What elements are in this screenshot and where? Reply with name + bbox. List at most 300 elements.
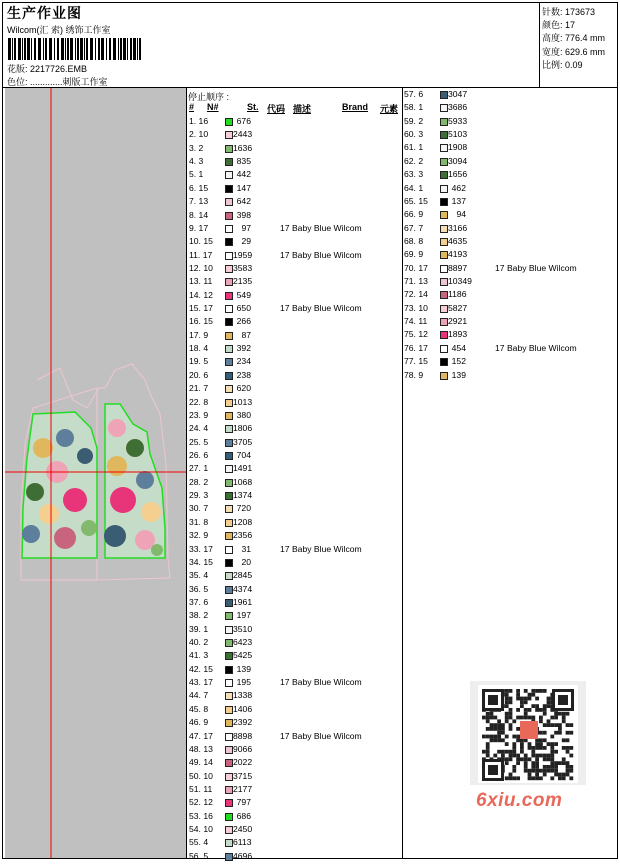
color-swatch (225, 706, 233, 714)
color-swatch (225, 692, 233, 700)
stitch-count-cell: 234 (236, 356, 251, 367)
stitch-count-cell: 3686 (448, 102, 468, 113)
qr-module (566, 761, 570, 765)
color-swatch (440, 144, 448, 152)
qr-module (516, 738, 520, 742)
qr-module (569, 746, 573, 750)
stitch-count-cell: 704 (236, 450, 251, 460)
stitch-count-cell: 2022 (233, 757, 253, 768)
row-index-needle: 48. 13 (189, 743, 213, 754)
stitch-count-cell: 10349 (448, 276, 472, 287)
qr-module (535, 776, 539, 780)
qr-module (512, 719, 516, 723)
qr-module (505, 689, 509, 693)
qr-module (554, 773, 558, 777)
qr-module (566, 773, 570, 777)
qr-module (520, 716, 524, 720)
barcode-bar (106, 38, 107, 60)
table-row (404, 249, 619, 262)
table-row (404, 316, 619, 329)
table-row (189, 250, 404, 263)
color-swatch (225, 612, 233, 620)
table-row (189, 544, 404, 557)
color-swatch (225, 399, 233, 407)
table-row (189, 210, 404, 223)
table-row (189, 664, 404, 677)
stitch-count-cell: 3510 (233, 623, 253, 634)
stitch-count-cell: 4374 (233, 583, 253, 594)
barcode-bar (75, 38, 76, 60)
table-row (404, 343, 619, 356)
row-index-needle: 12. 10 (189, 262, 213, 273)
stitch-count-cell: 5103 (448, 129, 468, 140)
qr-module (550, 765, 554, 769)
qr-module (509, 754, 513, 758)
table-row (189, 356, 404, 369)
qr-module (520, 750, 524, 754)
row-index-needle: 52. 12 (189, 797, 213, 808)
qr-module (528, 742, 532, 746)
qr-code-image (470, 681, 586, 785)
qr-finder (558, 695, 568, 705)
table-row (404, 129, 619, 142)
barcode-bar (109, 38, 111, 60)
qr-module (528, 776, 532, 780)
qr-module (497, 723, 501, 727)
table-row (189, 370, 404, 383)
qr-module (550, 742, 554, 746)
stitch-count-cell: 5425 (233, 650, 253, 661)
color-swatch (440, 318, 448, 326)
stitch-count-cell: 6113 (233, 837, 252, 848)
row-index-needle: 44. 7 (189, 690, 209, 701)
stitch-count-cell: 97 (241, 222, 251, 233)
color-swatch (225, 185, 233, 193)
qr-module (505, 704, 509, 708)
table-row (189, 330, 404, 343)
row-index-needle: 35. 4 (189, 570, 209, 581)
stitch-count-cell: 1959 (233, 249, 253, 260)
row-index-needle: 71. 13 (404, 276, 428, 287)
qr-module (509, 727, 513, 731)
table-row (404, 356, 619, 369)
table-row (189, 731, 404, 744)
qr-module (524, 765, 528, 769)
table-row (404, 156, 619, 169)
qr-module (547, 697, 551, 701)
qr-module (539, 689, 543, 693)
header-divider-right (539, 2, 540, 88)
color-swatch (225, 639, 233, 647)
stitch-count-cell: 549 (236, 289, 251, 300)
qr-module (539, 769, 543, 773)
qr-finder (488, 765, 498, 775)
stitch-count-cell: 462 (451, 182, 466, 193)
qr-module (486, 750, 490, 754)
qr-module (547, 723, 551, 727)
qr-module (520, 742, 524, 746)
color-swatch (440, 198, 448, 206)
qr-module (516, 693, 520, 697)
qr-module (531, 750, 535, 754)
qr-module (539, 731, 543, 735)
color-swatch (225, 813, 233, 821)
row-index-needle: 66. 9 (404, 209, 424, 220)
color-swatch (440, 211, 448, 219)
row-index-needle: 21. 7 (189, 383, 209, 394)
stitch-count-cell: 1406 (233, 703, 253, 714)
qr-module (516, 761, 520, 765)
table-row (189, 811, 404, 824)
qr-module (497, 719, 501, 723)
stitch-count-cell: 5827 (448, 302, 468, 313)
qr-module (539, 719, 543, 723)
vest-design-image (5, 88, 186, 858)
stitch-count-cell: 1208 (233, 516, 253, 527)
stitch-count-cell: 2921 (448, 316, 468, 327)
qr-module (558, 712, 562, 716)
qr-module (524, 757, 528, 761)
row-index-needle: 46. 9 (189, 717, 209, 728)
row-index-needle: 51. 11 (189, 784, 213, 794)
table-row (189, 477, 404, 490)
stitch-count-cell: 1908 (448, 142, 468, 153)
table-row (189, 610, 404, 623)
color-swatch (225, 252, 233, 260)
color-swatch (225, 145, 233, 153)
row-index-needle: 45. 8 (189, 703, 209, 714)
row-index-needle: 75. 12 (404, 329, 428, 340)
barcode-bar (45, 38, 47, 60)
color-swatch (440, 265, 448, 273)
color-swatch (225, 412, 233, 420)
qr-module (509, 723, 513, 727)
qr-module (493, 754, 497, 758)
stitch-count-cell: 137 (451, 195, 466, 206)
table-row (189, 557, 404, 570)
qr-module (520, 704, 524, 708)
qr-center-logo (520, 721, 538, 739)
qr-module (543, 757, 547, 761)
row-index-needle: 18. 4 (189, 343, 209, 354)
qr-module (528, 708, 532, 712)
qr-module (501, 750, 505, 754)
table-row (189, 383, 404, 396)
table-row (189, 343, 404, 356)
qr-module (543, 689, 547, 693)
stitch-count-cell: 2177 (233, 784, 253, 794)
qr-module (562, 712, 566, 716)
col-header-stitches: St. (247, 102, 259, 112)
qr-module (558, 761, 562, 765)
barcode-bar (127, 38, 128, 60)
qr-module (524, 712, 528, 716)
qr-module (550, 776, 554, 780)
stitch-count-cell: 3094 (448, 155, 468, 166)
barcode-bar (8, 38, 11, 60)
qr-module (554, 750, 558, 754)
qr-module (531, 765, 535, 769)
qr-module (531, 704, 535, 708)
qr-module (516, 727, 520, 731)
qr-module (566, 746, 570, 750)
qr-module (486, 719, 490, 723)
table-row (404, 276, 619, 289)
qr-module (554, 712, 558, 716)
row-index-needle: 41. 3 (189, 650, 209, 661)
qr-module (531, 716, 535, 720)
qr-module (554, 723, 558, 727)
row-index-needle: 28. 2 (189, 476, 209, 487)
qr-module (520, 757, 524, 761)
row-index-needle: 58. 1 (404, 102, 424, 113)
color-swatch (225, 492, 233, 500)
color-swatch (225, 572, 233, 580)
color-swatch (440, 278, 448, 286)
qr-module (543, 704, 547, 708)
row-index-needle: 6. 15 (189, 182, 209, 193)
table-row (404, 183, 619, 196)
qr-module (554, 761, 558, 765)
stitch-count-cell: 442 (236, 169, 251, 180)
row-index-needle: 17. 9 (189, 329, 209, 340)
qr-module (486, 727, 490, 731)
stitch-count-cell: 1338 (233, 690, 253, 701)
color-swatch (225, 131, 233, 139)
color-swatch (225, 305, 233, 313)
stitch-count-cell: 392 (236, 343, 251, 354)
color-swatch (440, 331, 448, 339)
qr-module (535, 689, 539, 693)
qr-module (497, 738, 501, 742)
table-row (189, 263, 404, 276)
qr-module (497, 731, 501, 735)
table-row (189, 837, 404, 850)
color-swatch (225, 546, 233, 554)
qr-module (535, 757, 539, 761)
qr-module (512, 735, 516, 739)
qr-module (547, 742, 551, 746)
stitch-count-cell: 4193 (448, 249, 468, 260)
qr-module (486, 735, 490, 739)
table-row (404, 196, 619, 209)
stitch-count-cell: 1013 (233, 396, 253, 407)
stitch-count-cell: 6423 (233, 637, 253, 648)
color-swatch (225, 839, 233, 847)
qr-module (543, 712, 547, 716)
qr-module (535, 742, 539, 746)
table-row (189, 183, 404, 196)
qr-module (505, 719, 509, 723)
qr-module (512, 746, 516, 750)
color-swatch (225, 826, 233, 834)
table-row (189, 437, 404, 450)
row-index-needle: 33. 17 (189, 543, 213, 554)
barcode-bar (31, 38, 32, 60)
color-swatch (440, 171, 448, 179)
qr-module (505, 693, 509, 697)
color-swatch (225, 318, 233, 326)
qr-module (509, 716, 513, 720)
table-row (404, 329, 619, 342)
row-index-needle: 74. 11 (404, 316, 428, 327)
color-swatch (440, 358, 448, 366)
table-row (189, 490, 404, 503)
col-header-needle: N# (207, 102, 219, 112)
table-row (404, 89, 619, 102)
stitch-count-cell: 3715 (233, 770, 253, 781)
row-index-needle: 20. 6 (189, 369, 209, 380)
qr-module (512, 765, 516, 769)
table-row (189, 717, 404, 730)
stitch-count-cell: 9066 (233, 743, 253, 754)
row-index-needle: 47. 17 (189, 730, 213, 741)
studio-name: Wilcom(汇 索) 绣饰工作室 (7, 25, 111, 35)
table-row (189, 410, 404, 423)
qr-module (535, 746, 539, 750)
qr-module (543, 708, 547, 712)
stitch-count-cell: 1068 (233, 476, 253, 487)
row-index-needle: 36. 5 (189, 583, 209, 594)
table-row (189, 851, 404, 864)
row-index-needle: 76. 17 (404, 342, 428, 353)
color-swatch (225, 652, 233, 660)
row-index-needle: 27. 1 (189, 463, 209, 474)
qr-module (505, 761, 509, 765)
design-file-label: 花版: 2217726.EMB (7, 64, 88, 74)
stats-panel (542, 6, 605, 72)
stitch-count-cell: 94 (456, 209, 466, 220)
qr-module (531, 746, 535, 750)
row-index-needle: 23. 9 (189, 409, 209, 420)
stitch-count-cell: 29 (241, 236, 251, 247)
table-row (404, 370, 619, 383)
color-swatch (225, 425, 233, 433)
qr-module (566, 712, 570, 716)
color-swatch (440, 291, 448, 299)
row-index-needle: 55. 4 (189, 837, 209, 848)
stitch-count-cell: 20 (241, 556, 251, 567)
stitch-count-cell: 720 (236, 503, 251, 514)
color-swatch (225, 786, 233, 794)
color-swatch (225, 198, 233, 206)
qr-module (501, 723, 505, 727)
table-row (189, 276, 404, 289)
row-index-needle: 34. 15 (189, 556, 213, 567)
qr-module (509, 700, 513, 704)
color-swatch (225, 666, 233, 674)
preview-divider (186, 87, 187, 859)
color-swatch (440, 118, 448, 126)
table-row (404, 223, 619, 236)
qr-module (516, 776, 520, 780)
stitch-count-cell: 642 (236, 196, 251, 207)
qr-module (535, 773, 539, 777)
qr-module (539, 716, 543, 720)
qr-module (562, 716, 566, 720)
color-swatch (225, 158, 233, 166)
barcode-bar (98, 38, 100, 60)
qr-module (505, 716, 509, 720)
qr-code (470, 681, 586, 785)
table-row (189, 530, 404, 543)
stitch-count-cell: 1656 (448, 169, 468, 180)
row-index-needle: 64. 1 (404, 182, 424, 193)
table-row (189, 169, 404, 182)
qr-module (539, 754, 543, 758)
table-row (189, 316, 404, 329)
qr-module (516, 735, 520, 739)
qr-module (566, 769, 570, 773)
qr-module (505, 700, 509, 704)
color-swatch (225, 358, 233, 366)
qr-module (505, 735, 509, 739)
qr-module (524, 708, 528, 712)
color-swatch (440, 225, 448, 233)
stitch-count-cell: 398 (236, 209, 251, 220)
qr-module (543, 738, 547, 742)
barcode-bar (24, 38, 26, 60)
barcode-bar (49, 38, 52, 60)
color-swatch (225, 532, 233, 540)
stitch-count-cell: 650 (236, 303, 251, 314)
table-row (189, 570, 404, 583)
qr-module (516, 708, 520, 712)
qr-module (547, 704, 551, 708)
qr-module (550, 750, 554, 754)
qr-module (539, 738, 543, 742)
qr-module (547, 700, 551, 704)
thread-info: 17 Baby Blue Wilcom (495, 342, 577, 353)
qr-module (535, 769, 539, 773)
color-swatch (225, 238, 233, 246)
table-row (404, 303, 619, 316)
qr-module (528, 716, 532, 720)
qr-module (505, 712, 509, 716)
qr-module (493, 738, 497, 742)
qr-module (535, 761, 539, 765)
qr-module (539, 742, 543, 746)
qr-module (569, 769, 573, 773)
stitch-count-cell: 2845 (233, 570, 253, 581)
qr-module (486, 712, 490, 716)
qr-module (569, 723, 573, 727)
color-swatch (225, 679, 233, 687)
row-index-needle: 19. 5 (189, 356, 209, 367)
qr-module (493, 716, 497, 720)
barcode-bar (18, 38, 21, 60)
table-row (189, 637, 404, 650)
qr-module (497, 727, 501, 731)
qr-module (490, 735, 494, 739)
barcode-bar (118, 38, 119, 60)
stitch-count-cell: 195 (236, 677, 251, 688)
qr-module (554, 731, 558, 735)
table-row (189, 129, 404, 142)
row-index-needle: 54. 10 (189, 824, 213, 835)
table-row (189, 503, 404, 516)
table-row (189, 236, 404, 249)
barcode-bar (77, 38, 79, 60)
qr-module (550, 723, 554, 727)
qr-module (566, 731, 570, 735)
row-index-needle: 61. 1 (404, 142, 424, 153)
color-swatch (225, 171, 233, 179)
qr-module (550, 757, 554, 761)
table-row (189, 824, 404, 837)
color-swatch (225, 586, 233, 594)
qr-module (543, 754, 547, 758)
